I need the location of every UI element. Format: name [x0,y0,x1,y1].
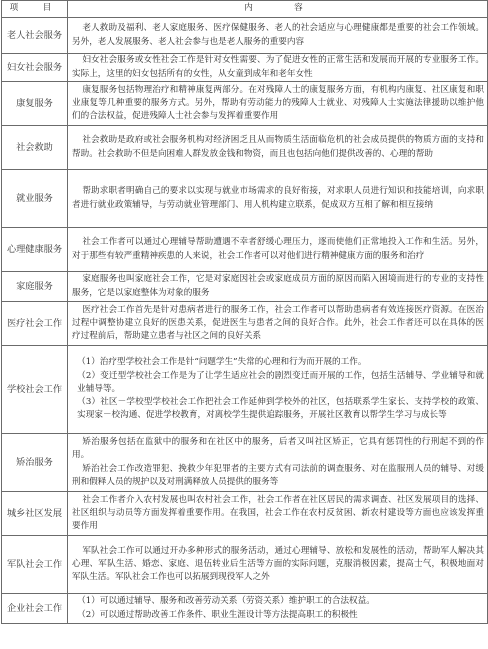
row-content [68,272,488,302]
row-content [68,434,488,492]
table-header-row [2,1,488,18]
content-paragraph: 老人救助及福利、老人家庭服务、医疗保健服务、老人的社会适应与心理健康都是重要的社会工作领域。另外，老人发展服务、老人社会参与也是老人服务的重要内容 [72,23,484,47]
row-content [68,82,488,126]
content-paragraph: （1）可以通过辅导、服务和改善劳动关系（劳资关系）维护职工的合法权益。 [77,596,375,607]
content-paragraph: 家庭服务也叫家庭社会工作，它是对家庭因社会或家庭成员方面的原因而陷入困境而进行的专业的支持性服务，它是以家庭整体为对象的服务 [72,274,484,298]
row-content [68,302,488,346]
table-row [2,434,488,492]
table-row [2,594,488,624]
table-row [2,228,488,272]
row-label: 军队社会工作 [2,536,68,594]
content-paragraph: （2）可以通过帮助改善工作条件、职业生涯设计等方法提高职工的积极性 [77,609,358,620]
table-row [2,170,488,228]
content-paragraph: （1）治疗型学校社会工作是针“问题学生”失常的心理和行为而开展的工作。 [77,357,367,368]
document-page [1,0,487,624]
row-label: 企业社会工作 [2,594,68,624]
row-label: 妇女社会服务 [2,54,68,82]
content-paragraph: 社会工作者可以通过心理辅导帮助遭遇不幸者舒缓心理压力，逐而使他们正常地投入工作和生活。另外，对于那些有较严重精神疾患的人来说，社会工作者可以对他们进行精神健康方面的服务和治疗 [72,237,484,261]
content-paragraph: 社会救助是政府或社会服务机构对经济困乏且从而物质生活面临危机的社会成员提供的物质方面的支持和帮助。社会救助不但是向困难人群发放金钱和物资，而且也包括向他们提供改善的、心理的帮助 [72,135,484,159]
row-content [68,18,488,54]
content-paragraph: 医疗社会工作首先是针对患病者进行的服务工作，社会工作者可以帮助患病者有效连接医疗资源。在医治过程中调整协建立良好的医患关系，促进医生与患者之间的良好合作。此外，社会工作者还可以在具体的医疗过程前后，帮助建立患者与社区之间的良好关系 [72,304,484,342]
row-label: 医疗社会工作 [2,302,68,346]
content-paragraph: （2）变迁型学校社会工作是为了让学生适应社会的剧烈变迁而开展的工作，包括生活辅导、学业辅导和就业辅导等。 [77,370,484,394]
row-label: 老人社会服务 [2,18,68,54]
row-content [68,54,488,82]
row-content [68,228,488,272]
row-content [68,492,488,536]
table-row [2,536,488,594]
content-paragraph: （3）社区－学校型学校社会工作把社会工作延伸到学校外的社区，包括联系学生家长、支持学校的政策、实现家－校沟通、促进学校教育，对离校学生提供追踪服务，开展社区教育以帮学生学习与成长等 [77,397,484,421]
table-row [2,126,488,170]
content-paragraph: 帮助求职者明确自己的要求以实现与就业市场需求的良好衔接，对求职人员进行知识和技能培训，向求职者进行就业政策辅导，与劳动就业管理部门、用人机构建立联系，促成双方互相了解和相互接纳 [72,186,484,210]
row-content [68,126,488,170]
table-row [2,18,488,54]
table-row [2,82,488,126]
table-row [2,492,488,536]
content-paragraph: 妇女社会服务或女性社会工作是针对女性需要、为了促进女性的正常生活和发展而开展的专业服务工作。实际上，这里的妇女包括所有的女性，从女童到成年和老年女性 [72,55,484,79]
row-label: 社会救助 [2,126,68,170]
table-row [2,346,488,434]
row-label: 心理健康服务 [2,228,68,272]
social-work-fields-table [1,0,488,624]
content-paragraph: 社会工作者介入农村发展也叫农村社会工作，社会工作者在社区居民的需求调查、社区发展项目的选择、社区组织与动员等方面发挥着重要作用。在我国，社会工作在农村反贫困、新农村建设等方面也应该发挥重要作用 [72,494,484,532]
content-paragraph: 矫治社会工作改造罪犯、挽救少年犯罪者的主要方式有司法前的调查服务、对在监服刑人员的辅导、对缓刑和假释人员的规护以及对刑满释放人员提供的服务等 [72,463,484,487]
header-item: 项 目 [2,1,68,18]
row-label: 家庭服务 [2,272,68,302]
row-content [68,346,488,434]
content-paragraph: 军队社会工作可以通过开办多种形式的服务活动，通过心理辅导、放松和发展性的活动，帮助军人解决其心理、军队生活、婚恋、家庭、退伍转业后生活等方面的实际问题，克服消极因素，提高士气，积极地面对军队生活。军队社会工作也可以拓展到现役军人之外 [72,545,484,583]
table-row [2,272,488,302]
table-row [2,302,488,346]
content-paragraph: 康复服务包括物理治疗和精神康复两部分。在对残障人士的康复服务方面，有机构内康复、社区康复和职业康复等几种重要的服务方式。另外，帮助有劳动能力的残障人士就业、对残障人士实施法律援助以维护他们的合法权益，促进残障人士社会参与发挥着重要作用 [72,84,484,122]
row-label: 就业服务 [2,170,68,228]
table-row [2,54,488,82]
header-content: 内 容 [68,1,488,18]
content-paragraph: 矫治服务包括在监狱中的服务和在社区中的服务，后者又叫社区矫正，它具有惩罚性的行刑起不到的作用。 [72,437,484,461]
row-label: 康复服务 [2,82,68,126]
row-content [68,594,488,624]
row-content [68,170,488,228]
row-label: 学校社会工作 [2,346,68,434]
table-body [2,18,488,624]
row-label: 矫治服务 [2,434,68,492]
row-label: 城乡社区发展 [2,492,68,536]
row-content [68,536,488,594]
